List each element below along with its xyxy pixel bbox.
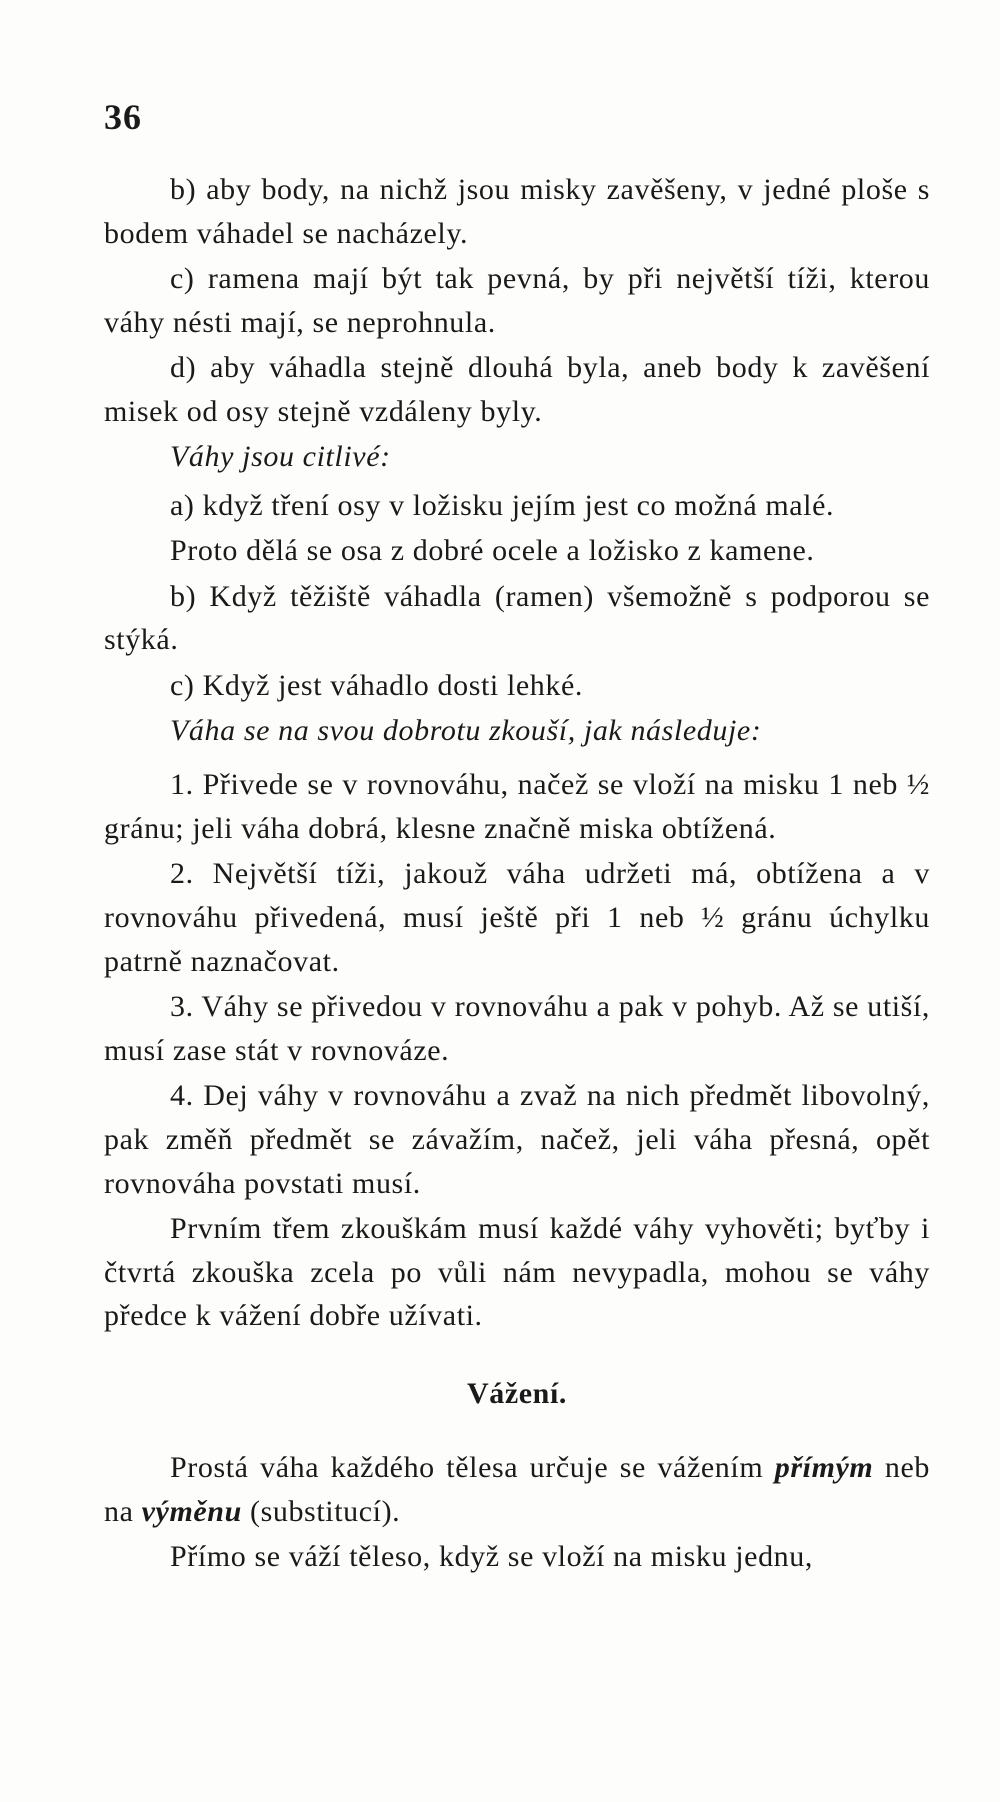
paragraph-prosta-vaha [104, 1446, 930, 1534]
paragraph-d: d) aby váhadla stejně dlouhá byla, aneb body k zavěšení misek od osy stejně vzdáleny byly. [104, 351, 930, 428]
test-4: 4. Dej váhy v rovnováhu a zvaž na nich předmět libovolný, pak změň předmět se závažím, načež, jeli váha přesná, opět rovnováha povstati musí. [104, 1078, 930, 1200]
paragraph-sensitivity-a: a) když tření osy v ložisku jejím jest co možná malé. [170, 489, 835, 523]
paragraph-proto: Proto dělá se osa z dobré ocele a ložisko z kamene. [170, 534, 815, 568]
testing-heading: Váha se na svou dobrotu zkouší, jak následuje: [170, 714, 762, 748]
emphasis-vymenu: výměnu [141, 1494, 242, 1528]
paragraph-sensitivity-c: c) Když jest váhadlo dosti lehké. [170, 668, 584, 702]
text-run: neb na [104, 1451, 930, 1528]
page-content [104, 168, 930, 1580]
emphasis-primym: přímým [774, 1451, 874, 1485]
test-1: 1. Přivede se v rovnováhu, načež se vloží na misku 1 neb ½ gránu; jeli váha dobrá, klesne značně miska obtížená. [104, 767, 930, 845]
test-3: 3. Váhy se přivedou v rovnováhu a pak v pohyb. Až se utiší, musí zase stát v rovnováze. [104, 989, 930, 1067]
paragraph-first-three-tests: Prvním třem zkouškám musí každé váhy vyhověti; byťby i čtvrtá zkouška zcela po vůli nám nevypadla, mohou se váhy předce k vážení dobře užívati. [104, 1211, 930, 1333]
section-heading-vazeni: Vážení. [466, 1377, 567, 1411]
test-2: 2. Největší tíži, jakouž váha udržeti má, obtížena a v rovnováhu přivedená, musí ještě při 1 neb ½ gránu úchylku patrně naznačovat. [104, 856, 930, 978]
paragraph-c: c) ramena mají být tak pevná, by při největší tíži, kterou váhy nésti mají, se neprohnula. [104, 262, 930, 339]
text-run: (substitucí). [241, 1494, 401, 1528]
page-number: 36 [104, 97, 142, 137]
text-run: Prostá váha každého tělesa určuje se vážením [170, 1451, 775, 1485]
paragraph-b: b) aby body, na nichž jsou misky zavěšeny, v jedné ploše s bodem váhadel se nacházely. [104, 173, 930, 250]
paragraph-sensitivity-b: b) Když těžiště váhadla (ramen) všemožně s podporou se stýká. [104, 579, 930, 657]
sensitivity-heading: Váhy jsou citlivé: [170, 440, 391, 474]
paragraph-primo: Přímo se váží těleso, když se vloží na misku jednu, [170, 1540, 813, 1574]
